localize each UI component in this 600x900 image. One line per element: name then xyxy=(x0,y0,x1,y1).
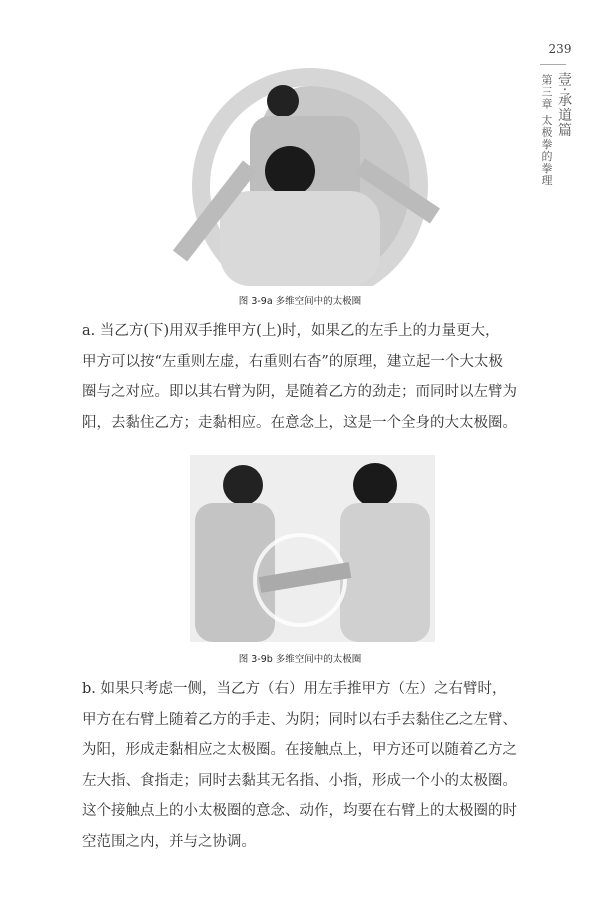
figure-3-9a-caption: 图 3-9a 多维空间中的太极圈 xyxy=(238,296,362,307)
text-line: 左大指、食指走；同时去黏其无名指、小指，形成一个小的太极圈。 xyxy=(82,772,517,789)
text-line: 空范围之内，并与之协调。 xyxy=(82,833,256,850)
chapter-title: 第三章 太极拳的拳理 xyxy=(540,74,553,187)
part-title: 壹·承道篇 xyxy=(556,72,572,138)
figure-3-9b-photo xyxy=(190,455,435,642)
header-rule xyxy=(540,64,566,65)
text-line: 这个接触点上的小太极圈的意念、动作，均要在右臂上的太极圈的时 xyxy=(82,803,517,819)
text-line: 甲方可以按“左重则左虚，右重则右杳”的原理，建立起一个大太极 xyxy=(82,353,503,370)
text-line: 甲方在右臂上随着乙方的手走、为阴；同时以右手去黏住乙之左臂、 xyxy=(82,711,517,728)
figure-3-9a-photo xyxy=(165,66,455,286)
text-line: 为阳，形成走黏相应之太极圈。在接触点上，甲方还可以随着乙方之 xyxy=(82,742,517,758)
text-line: b. 如果只考虑一侧，当乙方（右）用左手推甲方（左）之右臂时， xyxy=(82,681,507,697)
text-line: 圈与之对应。即以其右臂为阴，是随着乙方的劲走；而同时以左臂为 xyxy=(82,384,517,400)
text-line: 阳，去黏住乙方；走黏相应。在意念上，这是一个全身的大太极圈。 xyxy=(82,414,517,431)
paragraph-b xyxy=(82,674,517,857)
figure-3-9b-caption: 图 3-9b 多维空间中的太极圈 xyxy=(238,654,362,665)
page-number: 239 xyxy=(548,42,572,56)
paragraph-a xyxy=(82,316,517,438)
text-line: a. 当乙方(下)用双手推甲方(上)时，如果乙的左手上的力量更大， xyxy=(82,323,500,339)
